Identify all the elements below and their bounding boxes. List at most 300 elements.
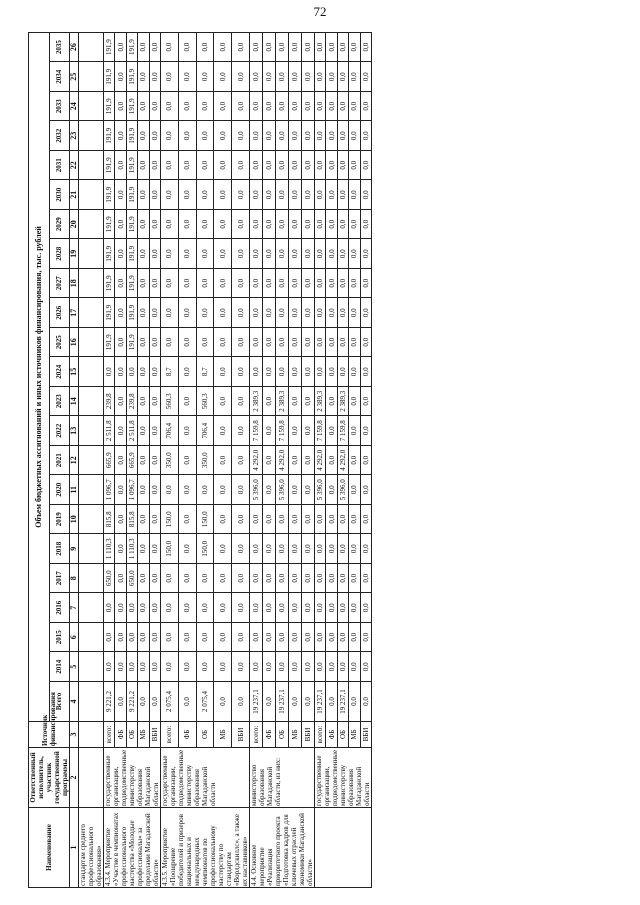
- header-year: 2020: [49, 475, 70, 505]
- column-number: 3: [70, 722, 79, 748]
- value-cell: 0,0: [263, 328, 276, 358]
- value-cell: 0,0: [178, 269, 196, 299]
- value-cell: 0,0: [360, 121, 371, 151]
- value-cell: 0,0: [232, 475, 250, 505]
- value-cell: 0,0: [115, 416, 126, 446]
- value-cell: 0,0: [263, 682, 276, 722]
- value-cell: 0,0: [214, 210, 232, 240]
- row-source: [79, 722, 104, 748]
- value-cell: [79, 387, 104, 417]
- value-cell: 2 511,8: [104, 416, 115, 446]
- value-cell: 0,0: [196, 92, 214, 122]
- value-cell: 0,0: [326, 534, 337, 564]
- value-cell: 0,0: [360, 593, 371, 623]
- value-cell: 0,0: [315, 652, 326, 682]
- value-cell: 0,0: [360, 505, 371, 535]
- value-cell: 815,8: [104, 505, 115, 535]
- value-cell: 0,0: [214, 92, 232, 122]
- value-cell: 0,0: [276, 564, 289, 594]
- value-cell: 5 396,0: [276, 475, 289, 505]
- value-cell: 0,0: [232, 269, 250, 299]
- value-cell: 0,0: [360, 151, 371, 181]
- value-cell: 0,0: [326, 416, 337, 446]
- value-cell: 0,0: [138, 32, 149, 62]
- value-cell: 0,0: [360, 298, 371, 328]
- header-year: 2033: [49, 92, 70, 122]
- row-source: ОБ: [276, 722, 289, 748]
- value-cell: 8,7: [161, 357, 179, 387]
- column-number: 10: [70, 505, 79, 535]
- value-cell: 0,0: [276, 298, 289, 328]
- value-cell: 0,0: [289, 239, 302, 269]
- row-source: МБ: [138, 722, 149, 748]
- value-cell: 0,0: [178, 180, 196, 210]
- value-cell: 0,0: [250, 269, 263, 299]
- column-number: 1: [70, 808, 79, 888]
- value-cell: 0,0: [289, 534, 302, 564]
- value-cell: 0,0: [349, 564, 360, 594]
- value-cell: 5 396,0: [250, 475, 263, 505]
- value-cell: 0,0: [161, 92, 179, 122]
- value-cell: 0,0: [326, 62, 337, 92]
- value-cell: 2 389,3: [315, 387, 326, 417]
- value-cell: 1 110,3: [126, 534, 137, 564]
- value-cell: 0,0: [276, 62, 289, 92]
- value-cell: 0,0: [302, 121, 315, 151]
- column-number: 13: [70, 416, 79, 446]
- value-cell: 0,0: [250, 121, 263, 151]
- value-cell: [79, 534, 104, 564]
- value-cell: 0,0: [263, 121, 276, 151]
- value-cell: 0,0: [315, 298, 326, 328]
- value-cell: 0,0: [214, 121, 232, 151]
- value-cell: 0,0: [214, 387, 232, 417]
- value-cell: 191,9: [104, 328, 115, 358]
- value-cell: 0,0: [263, 210, 276, 240]
- value-cell: 0,0: [360, 387, 371, 417]
- value-cell: 0,0: [315, 32, 326, 62]
- column-number: 20: [70, 210, 79, 240]
- value-cell: 0,0: [302, 534, 315, 564]
- value-cell: 0,0: [302, 32, 315, 62]
- value-cell: 0,0: [276, 239, 289, 269]
- value-cell: 0,0: [302, 357, 315, 387]
- value-cell: 0,0: [289, 446, 302, 476]
- value-cell: 0,0: [289, 505, 302, 535]
- value-cell: 0,0: [302, 682, 315, 722]
- value-cell: 191,9: [126, 298, 137, 328]
- value-cell: 0,0: [337, 593, 348, 623]
- value-cell: 0,0: [315, 180, 326, 210]
- table-row: [315, 32, 326, 887]
- row-responsible: министерство образования Магаданской области, из них:: [250, 748, 315, 808]
- value-cell: 0,0: [337, 151, 348, 181]
- value-cell: 0,0: [337, 328, 348, 358]
- value-cell: 7 159,8: [276, 416, 289, 446]
- value-cell: 0,0: [115, 239, 126, 269]
- value-cell: [79, 121, 104, 151]
- value-cell: 0,0: [138, 357, 149, 387]
- value-cell: 0,0: [326, 180, 337, 210]
- value-cell: 0,0: [104, 593, 115, 623]
- value-cell: 0,0: [115, 121, 126, 151]
- row-name: стандартам среднего профессионального образования»: [79, 808, 104, 888]
- value-cell: 0,0: [349, 475, 360, 505]
- value-cell: 0,0: [250, 623, 263, 653]
- value-cell: 0,0: [178, 475, 196, 505]
- value-cell: 0,0: [276, 269, 289, 299]
- value-cell: 0,0: [138, 180, 149, 210]
- value-cell: 1 096,7: [104, 475, 115, 505]
- value-cell: 0,0: [161, 623, 179, 653]
- value-cell: 1 110,3: [104, 534, 115, 564]
- value-cell: 0,0: [214, 32, 232, 62]
- value-cell: 0,0: [302, 416, 315, 446]
- value-cell: 0,0: [349, 652, 360, 682]
- value-cell: 0,0: [250, 32, 263, 62]
- value-cell: 0,0: [214, 62, 232, 92]
- value-cell: 0,0: [360, 682, 371, 722]
- value-cell: 0,0: [250, 92, 263, 122]
- value-cell: 0,0: [360, 210, 371, 240]
- value-cell: [79, 593, 104, 623]
- value-cell: 0,0: [326, 210, 337, 240]
- value-cell: 0,0: [289, 328, 302, 358]
- value-cell: 0,0: [149, 151, 160, 181]
- row-source: ФБ: [178, 722, 196, 748]
- value-cell: 0,0: [161, 210, 179, 240]
- value-cell: 0,0: [349, 151, 360, 181]
- value-cell: 2 389,3: [337, 387, 348, 417]
- value-cell: 191,9: [126, 32, 137, 62]
- value-cell: 191,9: [126, 269, 137, 299]
- value-cell: 19 237,1: [337, 682, 348, 722]
- header-total: Всего: [49, 682, 70, 722]
- value-cell: 0,0: [360, 239, 371, 269]
- value-cell: 0,0: [232, 652, 250, 682]
- value-cell: 4 292,0: [250, 446, 263, 476]
- header-name: Наименование: [29, 808, 70, 888]
- value-cell: 1 096,7: [126, 475, 137, 505]
- value-cell: 0,0: [149, 62, 160, 92]
- value-cell: 0,0: [149, 239, 160, 269]
- value-cell: 2 075,4: [161, 682, 179, 722]
- value-cell: 0,0: [263, 446, 276, 476]
- value-cell: 191,9: [126, 210, 137, 240]
- value-cell: 0,0: [115, 32, 126, 62]
- value-cell: 0,0: [138, 623, 149, 653]
- value-cell: 0,0: [161, 269, 179, 299]
- value-cell: 191,9: [104, 269, 115, 299]
- value-cell: 0,0: [337, 652, 348, 682]
- value-cell: 0,0: [214, 180, 232, 210]
- value-cell: 0,0: [149, 416, 160, 446]
- value-cell: 0,0: [349, 593, 360, 623]
- value-cell: 239,8: [126, 387, 137, 417]
- value-cell: 0,0: [289, 151, 302, 181]
- value-cell: [79, 239, 104, 269]
- value-cell: 0,0: [263, 505, 276, 535]
- value-cell: 0,0: [289, 387, 302, 417]
- value-cell: 0,0: [326, 652, 337, 682]
- value-cell: 0,0: [232, 446, 250, 476]
- value-cell: 0,0: [115, 534, 126, 564]
- value-cell: 0,0: [149, 475, 160, 505]
- value-cell: 0,0: [263, 239, 276, 269]
- value-cell: 150,0: [161, 534, 179, 564]
- value-cell: 0,0: [349, 357, 360, 387]
- row-source: всего:: [315, 722, 326, 748]
- value-cell: 665,9: [104, 446, 115, 476]
- value-cell: 0,0: [178, 446, 196, 476]
- column-number: 8: [70, 564, 79, 594]
- value-cell: 0,0: [250, 357, 263, 387]
- header-year: 2017: [49, 564, 70, 594]
- column-number: 19: [70, 239, 79, 269]
- value-cell: 0,0: [349, 623, 360, 653]
- value-cell: 0,0: [232, 121, 250, 151]
- value-cell: 0,0: [302, 593, 315, 623]
- value-cell: 0,0: [115, 564, 126, 594]
- value-cell: 2 389,3: [250, 387, 263, 417]
- value-cell: 0,0: [315, 357, 326, 387]
- row-responsible: государственные организации, подведомственные министерству образования Магаданской области: [315, 748, 372, 808]
- value-cell: [79, 151, 104, 181]
- value-cell: 0,0: [115, 652, 126, 682]
- value-cell: 0,0: [276, 534, 289, 564]
- column-number: 7: [70, 593, 79, 623]
- value-cell: 0,0: [232, 239, 250, 269]
- value-cell: 0,0: [161, 151, 179, 181]
- value-cell: 0,0: [178, 623, 196, 653]
- value-cell: 0,0: [302, 239, 315, 269]
- value-cell: 0,0: [315, 239, 326, 269]
- value-cell: 0,0: [149, 387, 160, 417]
- value-cell: 0,0: [263, 92, 276, 122]
- value-cell: 0,0: [138, 298, 149, 328]
- value-cell: 0,0: [326, 446, 337, 476]
- column-number: 18: [70, 269, 79, 299]
- value-cell: 0,0: [138, 210, 149, 240]
- value-cell: 5 396,0: [337, 475, 348, 505]
- value-cell: 560,3: [161, 387, 179, 417]
- value-cell: 0,0: [360, 269, 371, 299]
- column-number: 21: [70, 180, 79, 210]
- value-cell: 0,0: [178, 210, 196, 240]
- column-number: 4: [70, 682, 79, 722]
- value-cell: 0,0: [276, 32, 289, 62]
- value-cell: 191,9: [104, 32, 115, 62]
- value-cell: 0,0: [263, 298, 276, 328]
- value-cell: 150,0: [161, 505, 179, 535]
- column-number: 12: [70, 446, 79, 476]
- row-source: ОБ: [337, 722, 348, 748]
- value-cell: 0,0: [263, 564, 276, 594]
- value-cell: 191,9: [104, 210, 115, 240]
- value-cell: 0,0: [138, 534, 149, 564]
- value-cell: 0,0: [115, 180, 126, 210]
- value-cell: 0,0: [196, 62, 214, 92]
- rotated-page: [0, 30, 640, 890]
- header-year: 2018: [49, 534, 70, 564]
- value-cell: 191,9: [126, 62, 137, 92]
- row-source: ВБИ: [149, 722, 160, 748]
- value-cell: 0,0: [337, 505, 348, 535]
- column-number: 17: [70, 298, 79, 328]
- value-cell: 191,9: [104, 298, 115, 328]
- row-source: МБ: [214, 722, 232, 748]
- value-cell: [79, 564, 104, 594]
- value-cell: 0,0: [302, 151, 315, 181]
- value-cell: 0,0: [289, 62, 302, 92]
- value-cell: 191,9: [104, 62, 115, 92]
- value-cell: 191,9: [104, 92, 115, 122]
- value-cell: 0,0: [149, 121, 160, 151]
- row-name: [315, 808, 372, 888]
- value-cell: 0,0: [214, 564, 232, 594]
- value-cell: 0,0: [250, 564, 263, 594]
- value-cell: 19 237,1: [315, 682, 326, 722]
- value-cell: 0,0: [289, 652, 302, 682]
- value-cell: 706,4: [161, 416, 179, 446]
- value-cell: 9 221,2: [126, 682, 137, 722]
- value-cell: 0,0: [263, 623, 276, 653]
- header-year: 2021: [49, 446, 70, 476]
- value-cell: 0,0: [126, 652, 137, 682]
- value-cell: 0,0: [178, 121, 196, 151]
- value-cell: [79, 328, 104, 358]
- value-cell: 0,0: [276, 623, 289, 653]
- column-number: 6: [70, 623, 79, 653]
- value-cell: 0,0: [115, 151, 126, 181]
- header-year: 2019: [49, 505, 70, 535]
- value-cell: 0,0: [115, 475, 126, 505]
- value-cell: 0,0: [149, 269, 160, 299]
- value-cell: 0,0: [232, 62, 250, 92]
- value-cell: 0,0: [115, 387, 126, 417]
- header-volume: Объем бюджетных ассигнований и иных источников финансирования, тыс. рублей: [29, 32, 50, 721]
- value-cell: 0,0: [315, 564, 326, 594]
- value-cell: 9 221,2: [104, 682, 115, 722]
- value-cell: 0,0: [115, 446, 126, 476]
- value-cell: 0,0: [315, 210, 326, 240]
- value-cell: 0,0: [276, 505, 289, 535]
- value-cell: 0,0: [289, 32, 302, 62]
- value-cell: 0,0: [214, 269, 232, 299]
- value-cell: 0,0: [263, 593, 276, 623]
- value-cell: 0,0: [149, 593, 160, 623]
- value-cell: 2 389,3: [276, 387, 289, 417]
- value-cell: 0,0: [289, 269, 302, 299]
- value-cell: 0,0: [149, 180, 160, 210]
- value-cell: 0,0: [315, 62, 326, 92]
- value-cell: 0,0: [104, 652, 115, 682]
- value-cell: 0,0: [326, 269, 337, 299]
- value-cell: 0,0: [196, 32, 214, 62]
- value-cell: 0,0: [326, 121, 337, 151]
- value-cell: 0,0: [161, 652, 179, 682]
- value-cell: 0,0: [138, 269, 149, 299]
- value-cell: 0,0: [232, 564, 250, 594]
- value-cell: 0,0: [289, 564, 302, 594]
- financing-table: [28, 32, 372, 888]
- value-cell: 0,0: [360, 62, 371, 92]
- value-cell: 0,0: [302, 269, 315, 299]
- value-cell: 0,0: [138, 121, 149, 151]
- value-cell: 0,0: [360, 357, 371, 387]
- value-cell: 0,0: [315, 92, 326, 122]
- value-cell: [79, 269, 104, 299]
- value-cell: 0,0: [289, 682, 302, 722]
- value-cell: 0,0: [263, 180, 276, 210]
- value-cell: 0,0: [138, 682, 149, 722]
- value-cell: 0,0: [315, 505, 326, 535]
- value-cell: [79, 92, 104, 122]
- value-cell: 0,0: [115, 92, 126, 122]
- column-number: 24: [70, 92, 79, 122]
- value-cell: 0,0: [214, 239, 232, 269]
- value-cell: 0,0: [289, 210, 302, 240]
- value-cell: 0,0: [349, 180, 360, 210]
- value-cell: 0,0: [138, 387, 149, 417]
- value-cell: 0,0: [326, 32, 337, 62]
- value-cell: 0,0: [337, 623, 348, 653]
- value-cell: 0,0: [315, 593, 326, 623]
- value-cell: 0,0: [232, 593, 250, 623]
- value-cell: [79, 446, 104, 476]
- value-cell: 650,0: [104, 564, 115, 594]
- value-cell: 0,0: [161, 298, 179, 328]
- row-source: ФБ: [115, 722, 126, 748]
- header-year: 2027: [49, 269, 70, 299]
- header-year: 2031: [49, 151, 70, 181]
- value-cell: 0,0: [214, 357, 232, 387]
- row-source: всего:: [250, 722, 263, 748]
- column-number: 26: [70, 32, 79, 62]
- value-cell: 191,9: [104, 151, 115, 181]
- value-cell: 0,0: [326, 328, 337, 358]
- column-number: 2: [70, 748, 79, 808]
- value-cell: 0,0: [178, 92, 196, 122]
- row-source: ФБ: [263, 722, 276, 748]
- value-cell: 0,0: [232, 682, 250, 722]
- value-cell: 0,0: [349, 682, 360, 722]
- value-cell: 0,0: [232, 387, 250, 417]
- value-cell: 0,0: [178, 593, 196, 623]
- column-number: 11: [70, 475, 79, 505]
- value-cell: 0,0: [276, 593, 289, 623]
- row-source: ВБИ: [360, 722, 371, 748]
- value-cell: [79, 652, 104, 682]
- value-cell: 0,0: [349, 298, 360, 328]
- value-cell: 0,0: [115, 269, 126, 299]
- header-year: 2035: [49, 32, 70, 62]
- value-cell: 0,0: [250, 239, 263, 269]
- value-cell: 815,8: [126, 505, 137, 535]
- value-cell: [79, 475, 104, 505]
- value-cell: 4 292,0: [315, 446, 326, 476]
- row-source: МБ: [289, 722, 302, 748]
- value-cell: 0,0: [149, 534, 160, 564]
- value-cell: 0,0: [138, 151, 149, 181]
- value-cell: 0,0: [289, 92, 302, 122]
- value-cell: 0,0: [276, 652, 289, 682]
- value-cell: 2 511,8: [126, 416, 137, 446]
- value-cell: 0,0: [337, 564, 348, 594]
- value-cell: 0,0: [337, 534, 348, 564]
- value-cell: 0,0: [196, 121, 214, 151]
- table-row: [104, 32, 115, 887]
